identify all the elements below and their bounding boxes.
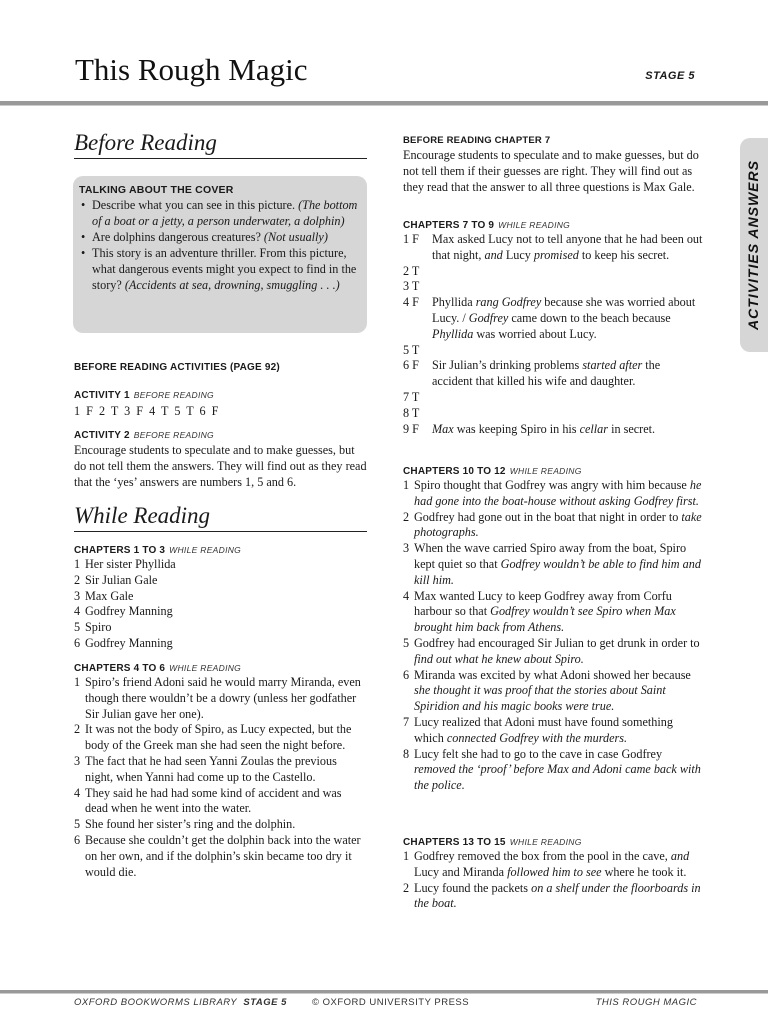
list-item: 5 She found her sister’s ring and the dolphin. xyxy=(74,817,296,832)
list-item: 3 When the wave carried Spiro away from the boat, Spiro kept quiet so that Godfrey wouldn’t be able to find him and kill him. xyxy=(403,541,701,587)
bullet-answer: (Not usually) xyxy=(263,230,328,244)
list-item: 3 The fact that he had seen Yanni Zoulas the previous night, when Yanni had come up to the Castello. xyxy=(74,753,337,784)
bullet-text: Describe what you can see in this picture. xyxy=(92,198,296,212)
footer-series: OXFORD BOOKWORMS LIBRARY xyxy=(74,997,238,1008)
footer-copyright: © OXFORD UNIVERSITY PRESS xyxy=(312,997,470,1008)
item-text-italic: removed the ‘proof’ before Max and Adoni came back with the police. xyxy=(414,762,701,793)
list-item: 1 Spiro thought that Godfrey was angry with him because he had gone into the boat-house without asking Godfrey first. xyxy=(403,478,702,508)
item-number: 6 F xyxy=(403,358,419,373)
list-item: 1 Spiro’s friend Adoni said he would marry Miranda, even though there wouldn’t be a dowry (unless her godfather Sir Julian gave her one). xyxy=(74,675,361,721)
item-text-italic: started after xyxy=(582,358,643,373)
item-text-italic: find out what he knew about Spiro. xyxy=(414,651,584,666)
item-text: Spiro xyxy=(85,620,112,635)
section-sub: WHILE READING xyxy=(509,466,582,476)
item-text: Max asked Lucy not to tell anyone that he had been out that night, xyxy=(432,232,703,262)
activity-label: ACTIVITY 1 xyxy=(74,390,130,401)
list-item xyxy=(403,422,703,438)
chapters-4-6 xyxy=(74,663,367,880)
page-header xyxy=(0,0,768,100)
item-text-italic: on a shelf under the floorboards in the boat. xyxy=(414,880,701,911)
chapters-13-15 xyxy=(403,837,703,912)
section-label: CHAPTERS 10 TO 12 xyxy=(403,466,506,477)
item-text-italic: she thought it was proof that the stories about Saint Spiridion and his magic books were true. xyxy=(414,683,666,714)
list-item: 5 Godfrey had encouraged Sir Julian to get drunk in order to find out what he knew about Spiro. xyxy=(403,635,700,666)
item-text-italic: Godfrey wouldn’t be able to find him and kill him. xyxy=(414,556,701,587)
item-text: in secret. xyxy=(611,421,656,436)
section-label: CHAPTERS 7 TO 9 xyxy=(403,220,495,231)
list-item: 6 Because she couldn’t get the dolphin back into the water on her own, and if the dolphin’s skin became too dry it would die. xyxy=(74,832,361,879)
section-sub: WHILE READING xyxy=(169,663,242,673)
item-number: 5 T xyxy=(403,342,420,357)
cover-bullet xyxy=(79,197,363,229)
item-text: Phyllida xyxy=(432,295,473,310)
section-label: CHAPTERS 4 TO 6 xyxy=(74,663,166,674)
item-text: Lucy xyxy=(505,247,531,262)
activity-1 xyxy=(74,390,367,419)
list-item: 8 Lucy felt she had to go to the cave in case Godfrey removed the ‘proof’ before Max and Adoni came back with the police. xyxy=(403,746,701,793)
cover-box xyxy=(73,176,367,333)
item-text: She found her sister’s ring and the dolphin. xyxy=(85,817,296,832)
item-text: The fact that he had seen Yanni Zoulas the previous night, when Yanni had come up to the Castello. xyxy=(85,753,337,784)
item-text: to keep his secret. xyxy=(581,247,670,262)
item-text: Her sister Phyllida xyxy=(85,557,176,571)
item-text-italic: take photographs. xyxy=(414,509,702,540)
bullet-text: Are dolphins dangerous creatures? xyxy=(92,230,261,244)
list-item: 6 Miranda was excited by what Adoni showed her because she thought it was proof that the stories about Saint Spiridion and his magic books were true. xyxy=(403,667,691,714)
item-text-italic: promised xyxy=(533,247,579,262)
item-number: 9 F xyxy=(403,421,419,436)
activity-sub: BEFORE READING xyxy=(133,430,214,440)
footer-stage: STAGE 5 xyxy=(243,997,287,1008)
cover-bullet xyxy=(79,229,363,245)
item-text-italic: he had gone into the boat-house without asking Godfrey first. xyxy=(414,478,702,508)
item-text-italic: Godfrey wouldn’t see Spiro when Max brought him back from Athens. xyxy=(414,604,676,635)
list-item xyxy=(403,264,703,280)
item-text-italic: and xyxy=(484,247,503,262)
item-text: the accident that killed his wife and daughter. xyxy=(432,358,661,389)
activity-sub: BEFORE READING xyxy=(133,390,214,400)
item-text-italic: Godfrey xyxy=(468,310,509,325)
item-number: 8 T xyxy=(403,405,420,420)
list-item xyxy=(403,279,703,295)
item-number: 7 T xyxy=(403,389,420,404)
item-text: Sir Julian Gale xyxy=(85,572,158,587)
cover-bullet xyxy=(79,245,363,293)
stage-label: STAGE 5 xyxy=(645,70,695,82)
section-text: Encourage students to speculate and to make guesses, but do not tell them if their guesses are right. They will find out as they read that the answer to all three questions is Max Gale. xyxy=(403,148,699,194)
side-tab-label: ACTIVITIES ANSWERS xyxy=(745,160,761,330)
item-text: Spiro’s friend Adoni said he would marry Miranda, even though there wouldn’t be a dowry (unless her godfather Sir Julian gave her one). xyxy=(85,675,361,721)
item-text: Lucy felt she had to go to the cave in case Godfrey xyxy=(414,746,663,761)
section-sub: WHILE READING xyxy=(169,545,242,555)
chapters-10-12 xyxy=(403,466,703,794)
item-text: was worried about Lucy. xyxy=(476,326,597,341)
item-text-italic: rang Godfrey xyxy=(475,295,542,310)
list-item: 5 Spiro xyxy=(74,620,112,635)
item-text: was keeping Spiro in his xyxy=(456,421,577,436)
list-item xyxy=(403,343,703,359)
item-number: 2 T xyxy=(403,263,420,278)
list-item: 4 They said he had had some kind of accident and was dead when he went into the water. xyxy=(74,785,342,816)
list-item: 2 It was not the body of Spiro, as Lucy expected, but the body of the Greek man she had seen the night before. xyxy=(74,722,352,753)
list-item xyxy=(403,390,703,406)
header-rule-light xyxy=(0,105,768,106)
item-text: Max Gale xyxy=(85,588,134,603)
item-text: Because she couldn’t get the dolphin back into the water on her own, and if the dolphin’s skin became too dry it would die. xyxy=(85,832,361,879)
item-text: Lucy found the packets xyxy=(414,880,529,895)
item-text-italic: cellar xyxy=(579,421,609,436)
item-text: because she was worried about Lucy. / xyxy=(432,295,696,325)
list-item: 4 Max wanted Lucy to keep Godfrey away from Corfu harbour so that Godfrey wouldn’t see Spiro when Max brought him back from Athens. xyxy=(403,588,676,635)
list-item: 2 Lucy found the packets on a shelf under the floorboards in the boat. xyxy=(403,880,701,911)
item-text-italic: connected Godfrey with the murders. xyxy=(446,730,628,745)
list-item: 4 Godfrey Manning xyxy=(74,604,173,619)
item-text: Godfrey removed the box from the pool in the cave, xyxy=(414,849,668,863)
cover-box-title: TALKING ABOUT THE COVER xyxy=(79,184,234,196)
item-text: Spiro thought that Godfrey was angry with him because xyxy=(414,478,687,492)
list-item xyxy=(403,295,703,342)
item-number: 4 F xyxy=(403,295,419,310)
list-item: 1 Godfrey removed the box from the pool in the cave, and Lucy and Miranda followed him to see where he took it. xyxy=(403,849,690,879)
item-text: where he took it. xyxy=(604,864,687,879)
item-text: Max wanted Lucy to keep Godfrey away from Corfu harbour so that xyxy=(414,588,672,619)
list-item xyxy=(403,358,703,390)
list-item: 6 Godfrey Manning xyxy=(74,635,173,650)
page-title: This Rough Magic xyxy=(75,52,308,87)
footer-left xyxy=(74,997,287,1008)
bullet-answer: (The bottom of a boat or a jetty, a person underwater, a dolphin) xyxy=(92,198,358,228)
list-item: 2 Sir Julian Gale xyxy=(74,572,158,587)
item-number: 1 F xyxy=(403,232,419,246)
list-item xyxy=(403,406,703,422)
activity-2 xyxy=(74,430,367,490)
chapters-1-3 xyxy=(74,545,367,652)
list-item: 3 Max Gale xyxy=(74,588,134,603)
item-text-italic: Phyllida xyxy=(432,326,474,341)
activity-label: ACTIVITY 2 xyxy=(74,430,130,441)
item-text: Lucy realized that Adoni must have found something which xyxy=(414,714,673,745)
footer-book-title: THIS ROUGH MAGIC xyxy=(595,997,697,1008)
item-text: Godfrey had gone out in the boat that night in order to xyxy=(414,509,679,524)
item-number: 3 T xyxy=(403,279,420,294)
before-reading-heading: Before Reading xyxy=(74,130,367,159)
list-item: 1 Her sister Phyllida xyxy=(74,557,176,571)
item-text: Lucy and Miranda xyxy=(414,864,505,879)
item-text: Godfrey Manning xyxy=(85,604,173,619)
bullet-text: This story is an adventure thriller. From this picture, what dangerous events might you expect to find in the story? xyxy=(92,246,357,292)
before-reading-chapter-7 xyxy=(403,135,703,195)
section-label: BEFORE READING CHAPTER 7 xyxy=(403,135,551,146)
footer-rule-light xyxy=(0,993,768,994)
item-text: Godfrey Manning xyxy=(85,635,173,650)
bra-heading: BEFORE READING ACTIVITIES (PAGE 92) xyxy=(74,362,280,373)
item-text: They said he had had some kind of accident and was dead when he went into the water. xyxy=(85,785,342,816)
chapters-7-9 xyxy=(403,220,703,437)
activity-2-text: Encourage students to speculate and to make guesses, but do not tell them the answers. They will find out as they read that the ‘yes’ answers are numbers 1, 5 and 6. xyxy=(74,443,367,489)
list-item: 2 Godfrey had gone out in the boat that night in order to take photographs. xyxy=(403,509,702,540)
item-text-italic: followed him to see xyxy=(507,864,602,879)
while-reading-heading: While Reading xyxy=(74,503,367,532)
list-item xyxy=(403,232,703,264)
item-text: Sir Julian’s drinking problems xyxy=(432,358,580,373)
section-label: CHAPTERS 13 TO 15 xyxy=(403,837,506,848)
item-text: When the wave carried Spiro away from the boat, Spiro kept quiet so that xyxy=(414,541,687,571)
item-text: Miranda was excited by what Adoni showed her because xyxy=(414,667,691,682)
item-text: It was not the body of Spiro, as Lucy expected, but the body of the Greek man she had seen the night before. xyxy=(85,722,352,753)
item-text-italic: Max xyxy=(432,421,454,436)
bullet-answer: (Accidents at sea, drowning, smuggling . . .) xyxy=(124,278,340,292)
item-text: Godfrey had encouraged Sir Julian to get drunk in order to xyxy=(414,635,700,650)
bra-section xyxy=(74,362,367,373)
section-label: CHAPTERS 1 TO 3 xyxy=(74,545,166,556)
item-text: came down to the beach because xyxy=(511,310,671,325)
activity-1-answers: 1 F 2 T 3 F 4 T 5 T 6 F xyxy=(74,404,219,418)
section-sub: WHILE READING xyxy=(498,220,571,230)
section-sub: WHILE READING xyxy=(509,837,582,847)
list-item: 7 Lucy realized that Adoni must have found something which connected Godfrey with the murders. xyxy=(403,714,673,745)
item-text-italic: and xyxy=(670,849,690,863)
